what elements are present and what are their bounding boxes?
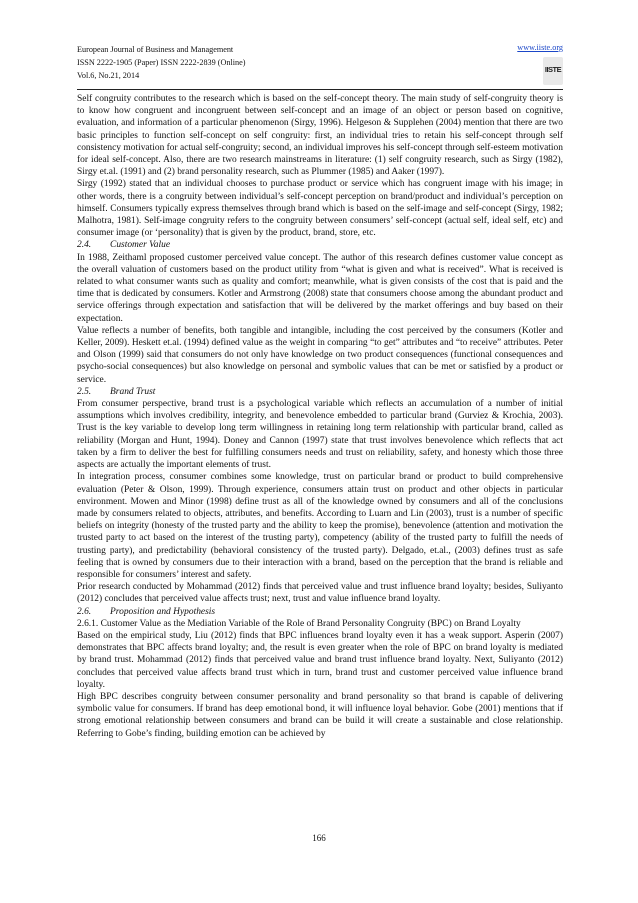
page-header xyxy=(77,43,563,87)
paragraph-self-congruity: Self congruity contributes to the research which is based on the self-concept theory. The main study of self-congruity theory is to know how congruent and incongruent between self-concept and an image of an object or person based on cognitive, evaluation, and information of a particular phenomenon (Sirgy, 1996). Helgeson & Supplehen (2004) mention that there are two basic principles to function self-concept on self congruity: first, an individual tries to retain his self-concept through self consistency motivation for actual self-congruity; second, an individual improves his self-concept through self-esteem motivation for ideal self-concept. Also, there are two research mainstreams in literature: (1) self congruity research, such as Sirgy (1982), Sirgy et.al. (1991) and (2) brand personality research, such as Plummer (1985) and Aaker (1997). xyxy=(77,94,563,178)
header-divider xyxy=(77,89,563,90)
subsection-heading-customer-value-mediation: 2.6.1. Customer Value as the Mediation Variable of the Role of Brand Personality Congruity (BPC) on Brand Loyalty xyxy=(77,618,521,629)
section-heading-customer-value: 2.4. Customer Value xyxy=(77,240,171,251)
paragraph-zeithaml: In 1988, Zeithaml proposed customer perceived value concept. The author of this research defines customer value concept as the overall valuation of customers based on the product utility from “what is given and what is received”. What is received is related to what consumer wants such as quality and comfort; meanwhile, what is given consists of the cost that is paid and the time that is dedicated by consumers. Kotler and Armstrong (2008) state that consumers choose among the abundant product and service offerings through expectation and satisfaction that will be delivered by the market offerings and buy based on their expectation. xyxy=(77,252,563,324)
paragraph-prior-research: Prior research conducted by Mohammad (2012) finds that perceived value and trust influence brand loyalty; besides, Suliyanto (2012) concludes that perceived value affects trust; next, trust and value influence brand loyalty. xyxy=(77,582,563,605)
paragraph-sirgy: Sirgy (1992) stated that an individual chooses to purchase product or service which has congruent image with his image; in other words, there is a congruity between individual’s self-concept perception on brand/product and individual’s perception on himself. Consumers typically express themselves through brand which is based on the self-image and self-concept (Sirgy, 1982; Malhotra, 1981). Self-image congruity refers to the congruity between consumers’ self-concept (actual self, ideal self, etc) and consumer image (or ‘personality) that is given by the product, brand, store, etc. xyxy=(77,179,563,239)
article-body xyxy=(77,93,563,740)
paragraph-integration: In integration process, consumer combines some knowledge, trust on particular brand or product to build comprehensive evaluation (Peter & Olson, 1999). Through experience, consumers attain trust on product and other objects in particular environment. Mowen and Minor (1998) define trust as all of the knowledge owned by consumers and all of the conclusions made by consumers related to objects, attributes, and benefits. According to Luarn and Lin (2003), trust is a number of specific beliefs on integrity (honesty of the trusted party and the ability to keep the promise), benevolence (attention and motivation the trusted party to act based on the interest of the trusting party), competency (ability of the trusted party to fulfill the needs of trusting party), and predictability (behavioral consistency of the trusted party). Delgado, et.al., (2003) defines trust as safe feeling that is owned by consumers due to their interaction with a brand, based on the perception that the brand is reliable and responsible for consumers’ interest and safety. xyxy=(77,472,563,580)
section-heading-proposition: 2.6. Proposition and Hypothesis xyxy=(77,606,216,617)
page-number: 166 xyxy=(312,833,326,843)
journal-name: European Journal of Business and Management xyxy=(77,45,234,54)
paragraph-empirical-study: Based on the empirical study, Liu (2012) finds that BPC influences brand loyalty even it has a weak support. Asperin (2007) demonstrates that BPC affects brand loyalty; and, the result is even greater when the role of BPC on brand loyalty is mediated by brand trust. Mohammad (2012) finds that perceived value and brand trust influence brand loyalty. Next, Suliyanto (2012) concludes that perceived value affects brand trust which in turn, brand trust and customer perceived value influence brand loyalty. xyxy=(77,630,563,690)
volume-line: Vol.6, No.21, 2014 xyxy=(77,71,140,80)
iiste-logo: IISTE xyxy=(543,57,563,85)
paragraph-brand-trust: From consumer perspective, brand trust is a psychological variable which reflects an accumulation of a number of initial assumptions which involves credibility, integrity, and benevolence embedded to particular brand (Gurviez & Krochia, 2003). Trust is the key variable to develop long term willingness in retaining long term relationship with particular brand, called as reliability (Morgan and Hunt, 1994). Doney and Cannon (1997) state that trust involves benevolence which reflects that act taken by a firm to deliver the best for fulfilling consumers needs and trust on reliability, safety, and honesty which those three aspects are actually the important elements of trust. xyxy=(77,399,563,471)
paragraph-high-bpc: High BPC describes congruity between consumer personality and brand personality so that brand is capable of delivering symbolic value for consumers. If brand has deep emotional bond, it will influence loyal behavior. Gobe (2001) mentions that if strong emotional relationship between consumers and brand can be build it will create a sustainable and close relationship. Referring to Gobe’s finding, building emotion can be achieved by xyxy=(77,691,563,739)
journal-url-link[interactable]: www.iiste.org xyxy=(517,43,563,52)
paragraph-value-benefits: Value reflects a number of benefits, both tangible and intangible, including the cost perceived by the consumers (Kotler and Keller, 2009). Heskett et.al. (1994) defined value as the weight in comparing “to get” attributes and “to receive” attributes. Peter and Olson (1999) said that consumers do not only have knowledge on two product consequences (functional consequences and psycho-social consequences) but also knowledge on personal and symbolic values that can be met or satisfied by a product or service. xyxy=(77,325,563,385)
issn-line: ISSN 2222-1905 (Paper) ISSN 2222-2839 (Online) xyxy=(77,58,246,67)
section-heading-brand-trust: 2.5. Brand Trust xyxy=(77,386,156,397)
